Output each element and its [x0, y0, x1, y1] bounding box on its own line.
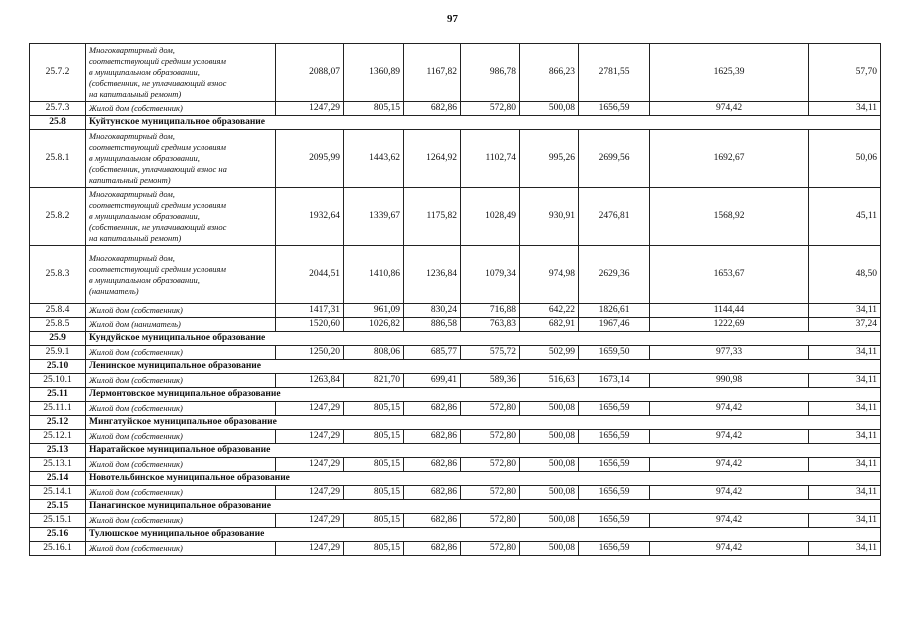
page-number: 97	[447, 13, 458, 25]
value-cell: 500,08	[520, 542, 579, 556]
value-cell: 1656,59	[579, 430, 650, 444]
value-cell: 974,42	[650, 486, 809, 500]
value-cell: 995,26	[520, 130, 579, 188]
value-cell: 805,15	[344, 430, 404, 444]
housing-type-line: на капитальный ремонт)	[89, 233, 182, 243]
table-row	[30, 486, 881, 500]
row-code: 25.13.1	[30, 458, 86, 472]
value-cell: 500,08	[520, 458, 579, 472]
value-cell: 1026,82	[344, 318, 404, 332]
section-title: Наратайское муниципальное образование	[86, 444, 881, 458]
value-cell: 1175,82	[404, 188, 461, 246]
value-cell: 1410,86	[344, 246, 404, 304]
value-cell: 572,80	[461, 402, 520, 416]
section-row	[30, 472, 881, 486]
row-code: 25.16	[30, 528, 86, 542]
row-code: 25.8.4	[30, 304, 86, 318]
value-cell: 830,24	[404, 304, 461, 318]
section-title: Мингатуйское муниципальное образование	[86, 416, 881, 430]
housing-type-cell	[86, 102, 276, 116]
housing-type-line: Многоквартирный дом,	[89, 252, 175, 263]
value-cell: 682,91	[520, 318, 579, 332]
value-cell: 500,08	[520, 514, 579, 528]
section-row	[30, 332, 881, 346]
value-cell: 716,88	[461, 304, 520, 318]
value-cell: 763,83	[461, 318, 520, 332]
value-cell: 1247,29	[276, 514, 344, 528]
value-cell: 1102,74	[461, 130, 520, 188]
value-cell: 974,42	[650, 102, 809, 116]
value-cell: 502,99	[520, 346, 579, 360]
section-row	[30, 444, 881, 458]
row-code: 25.10.1	[30, 374, 86, 388]
housing-type-line: Жилой дом (собственник)	[89, 375, 183, 385]
value-cell: 1967,46	[579, 318, 650, 332]
value-cell: 805,15	[344, 102, 404, 116]
housing-type-cell	[86, 542, 276, 556]
value-cell: 572,80	[461, 486, 520, 500]
value-cell: 500,08	[520, 402, 579, 416]
table-body	[30, 44, 881, 556]
value-cell: 1568,92	[650, 188, 809, 246]
row-code: 25.9.1	[30, 346, 86, 360]
row-code: 25.8	[30, 116, 86, 130]
housing-type-line: Жилой дом (собственник)	[89, 403, 183, 413]
value-cell: 1247,29	[276, 102, 344, 116]
value-cell: 1247,29	[276, 430, 344, 444]
value-cell: 1236,84	[404, 246, 461, 304]
housing-type-cell	[86, 318, 276, 332]
value-cell: 589,36	[461, 374, 520, 388]
section-row	[30, 500, 881, 514]
row-code: 25.8.2	[30, 188, 86, 246]
value-cell: 1692,67	[650, 130, 809, 188]
value-cell: 34,11	[809, 374, 881, 388]
section-title: Новотельбинское муниципальное образование	[86, 472, 881, 486]
value-cell: 1247,29	[276, 458, 344, 472]
value-cell: 2781,55	[579, 44, 650, 102]
value-cell: 34,11	[809, 458, 881, 472]
value-cell: 699,41	[404, 374, 461, 388]
value-cell: 961,09	[344, 304, 404, 318]
housing-type-line: (собственник, уплачивающий взнос на	[89, 164, 227, 174]
section-row	[30, 416, 881, 430]
value-cell: 37,24	[809, 318, 881, 332]
value-cell: 572,80	[461, 514, 520, 528]
housing-type-line: соответствующий средним условиям	[89, 56, 226, 66]
value-cell: 1222,69	[650, 318, 809, 332]
housing-type-line: Жилой дом (собственник)	[89, 305, 183, 315]
value-cell: 805,15	[344, 514, 404, 528]
value-cell: 805,15	[344, 542, 404, 556]
housing-type-cell	[86, 346, 276, 360]
value-cell: 2088,07	[276, 44, 344, 102]
value-cell: 682,86	[404, 102, 461, 116]
value-cell: 34,11	[809, 542, 881, 556]
value-cell: 886,58	[404, 318, 461, 332]
value-cell: 2629,36	[579, 246, 650, 304]
value-cell: 34,11	[809, 102, 881, 116]
table-row	[30, 44, 881, 102]
value-cell: 685,77	[404, 346, 461, 360]
value-cell: 1144,44	[650, 304, 809, 318]
value-cell: 572,80	[461, 542, 520, 556]
value-cell: 682,86	[404, 514, 461, 528]
value-cell: 1625,39	[650, 44, 809, 102]
value-cell: 1826,61	[579, 304, 650, 318]
row-code: 25.7.3	[30, 102, 86, 116]
value-cell: 682,86	[404, 486, 461, 500]
housing-type-line: Жилой дом (собственник)	[89, 431, 183, 441]
housing-type-line: Многоквартирный дом,	[89, 189, 175, 199]
row-code: 25.8.3	[30, 246, 86, 304]
value-cell: 1360,89	[344, 44, 404, 102]
value-cell: 2699,56	[579, 130, 650, 188]
value-cell: 1247,29	[276, 542, 344, 556]
value-cell: 1443,62	[344, 130, 404, 188]
value-cell: 575,72	[461, 346, 520, 360]
section-row	[30, 360, 881, 374]
row-code: 25.8.5	[30, 318, 86, 332]
value-cell: 516,63	[520, 374, 579, 388]
value-cell: 572,80	[461, 430, 520, 444]
housing-type-line: Жилой дом (собственник)	[89, 347, 183, 357]
row-code: 25.8.1	[30, 130, 86, 188]
value-cell: 34,11	[809, 346, 881, 360]
value-cell: 682,86	[404, 458, 461, 472]
section-title: Куйтунское муниципальное образование	[86, 116, 881, 130]
housing-type-line: (собственник, не уплачивающий взнос	[89, 222, 227, 232]
table-row	[30, 346, 881, 360]
value-cell: 808,06	[344, 346, 404, 360]
value-cell: 1263,84	[276, 374, 344, 388]
value-cell: 1028,49	[461, 188, 520, 246]
table-row	[30, 318, 881, 332]
value-cell: 974,98	[520, 246, 579, 304]
value-cell: 34,11	[809, 514, 881, 528]
value-cell: 1247,29	[276, 486, 344, 500]
table-row	[30, 514, 881, 528]
value-cell: 500,08	[520, 486, 579, 500]
housing-type-cell	[86, 130, 276, 188]
value-cell: 2476,81	[579, 188, 650, 246]
value-cell: 866,23	[520, 44, 579, 102]
value-cell: 1656,59	[579, 514, 650, 528]
housing-type-line: в муниципальном образовании,	[89, 153, 200, 163]
housing-type-line: в муниципальном образовании,	[89, 274, 200, 285]
table-row	[30, 102, 881, 116]
value-cell: 1079,34	[461, 246, 520, 304]
value-cell: 974,42	[650, 542, 809, 556]
row-code: 25.12.1	[30, 430, 86, 444]
row-code: 25.7.2	[30, 44, 86, 102]
table-row	[30, 402, 881, 416]
value-cell: 1656,59	[579, 486, 650, 500]
row-code: 25.14	[30, 472, 86, 486]
value-cell: 1264,92	[404, 130, 461, 188]
housing-type-line: соответствующий средним условиям	[89, 263, 226, 274]
housing-type-cell	[86, 458, 276, 472]
row-code: 25.15.1	[30, 514, 86, 528]
section-title: Тулюшское муниципальное образование	[86, 528, 881, 542]
section-row	[30, 528, 881, 542]
housing-type-cell	[86, 402, 276, 416]
table-row	[30, 430, 881, 444]
housing-type-line: Жилой дом (собственник)	[89, 515, 183, 525]
value-cell: 682,86	[404, 430, 461, 444]
housing-type-line: соответствующий средним условиям	[89, 200, 226, 210]
value-cell: 1673,14	[579, 374, 650, 388]
value-cell: 34,11	[809, 486, 881, 500]
value-cell: 500,08	[520, 430, 579, 444]
value-cell: 500,08	[520, 102, 579, 116]
table-row	[30, 130, 881, 188]
housing-type-line: в муниципальном образовании,	[89, 211, 200, 221]
value-cell: 1656,59	[579, 402, 650, 416]
value-cell: 34,11	[809, 304, 881, 318]
value-cell: 930,91	[520, 188, 579, 246]
housing-type-cell	[86, 188, 276, 246]
value-cell: 1659,50	[579, 346, 650, 360]
value-cell: 805,15	[344, 402, 404, 416]
value-cell: 45,11	[809, 188, 881, 246]
value-cell: 1167,82	[404, 44, 461, 102]
value-cell: 572,80	[461, 102, 520, 116]
value-cell: 1520,60	[276, 318, 344, 332]
value-cell: 1247,29	[276, 402, 344, 416]
section-row	[30, 116, 881, 130]
table-row	[30, 188, 881, 246]
value-cell: 57,70	[809, 44, 881, 102]
housing-type-line: (собственник, не уплачивающий взнос	[89, 78, 227, 88]
table-row	[30, 374, 881, 388]
row-code: 25.12	[30, 416, 86, 430]
table-row	[30, 458, 881, 472]
row-code: 25.14.1	[30, 486, 86, 500]
housing-type-line: на капитальный ремонт)	[89, 89, 182, 99]
housing-type-line: Жилой дом (наниматель)	[89, 319, 181, 329]
table-row	[30, 246, 881, 304]
value-cell: 34,11	[809, 430, 881, 444]
section-title: Ленинское муниципальное образование	[86, 360, 881, 374]
value-cell: 990,98	[650, 374, 809, 388]
housing-type-cell	[86, 304, 276, 318]
value-cell: 1250,20	[276, 346, 344, 360]
section-title: Лермонтовское муниципальное образование	[86, 388, 881, 402]
row-code: 25.9	[30, 332, 86, 346]
housing-type-cell	[86, 514, 276, 528]
row-code: 25.11	[30, 388, 86, 402]
value-cell: 986,78	[461, 44, 520, 102]
value-cell: 1656,59	[579, 102, 650, 116]
value-cell: 48,50	[809, 246, 881, 304]
value-cell: 1656,59	[579, 542, 650, 556]
housing-type-line: Жилой дом (собственник)	[89, 487, 183, 497]
value-cell: 572,80	[461, 458, 520, 472]
table-row	[30, 542, 881, 556]
housing-type-cell	[86, 486, 276, 500]
value-cell: 1417,31	[276, 304, 344, 318]
value-cell: 805,15	[344, 458, 404, 472]
row-code: 25.16.1	[30, 542, 86, 556]
section-title: Панагинское муниципальное образование	[86, 500, 881, 514]
value-cell: 977,33	[650, 346, 809, 360]
value-cell: 805,15	[344, 486, 404, 500]
housing-type-cell	[86, 44, 276, 102]
value-cell: 2044,51	[276, 246, 344, 304]
housing-type-line: (наниматель)	[89, 285, 139, 296]
value-cell: 1932,64	[276, 188, 344, 246]
housing-type-cell	[86, 246, 276, 304]
housing-type-line: соответствующий средним условиям	[89, 142, 226, 152]
row-code: 25.10	[30, 360, 86, 374]
value-cell: 642,22	[520, 304, 579, 318]
value-cell: 821,70	[344, 374, 404, 388]
housing-type-line: Жилой дом (собственник)	[89, 543, 183, 553]
value-cell: 974,42	[650, 514, 809, 528]
housing-type-cell	[86, 430, 276, 444]
housing-type-line: в муниципальном образовании,	[89, 67, 200, 77]
housing-type-line: Жилой дом (собственник)	[89, 103, 183, 113]
row-code: 25.15	[30, 500, 86, 514]
housing-type-cell	[86, 374, 276, 388]
value-cell: 1339,67	[344, 188, 404, 246]
value-cell: 974,42	[650, 430, 809, 444]
section-row	[30, 388, 881, 402]
section-title: Кундуйское муниципальное образование	[86, 332, 881, 346]
housing-type-line: Жилой дом (собственник)	[89, 459, 183, 469]
value-cell: 1656,59	[579, 458, 650, 472]
row-code: 25.11.1	[30, 402, 86, 416]
housing-type-line: Многоквартирный дом,	[89, 131, 175, 141]
value-cell: 2095,99	[276, 130, 344, 188]
row-code: 25.13	[30, 444, 86, 458]
tariff-table	[29, 43, 881, 556]
value-cell: 682,86	[404, 402, 461, 416]
housing-type-line: Многоквартирный дом,	[89, 45, 175, 55]
value-cell: 34,11	[809, 402, 881, 416]
value-cell: 682,86	[404, 542, 461, 556]
value-cell: 974,42	[650, 458, 809, 472]
value-cell: 1653,67	[650, 246, 809, 304]
housing-type-line: капитальный ремонт)	[89, 175, 171, 185]
table-row	[30, 304, 881, 318]
value-cell: 974,42	[650, 402, 809, 416]
value-cell: 50,06	[809, 130, 881, 188]
